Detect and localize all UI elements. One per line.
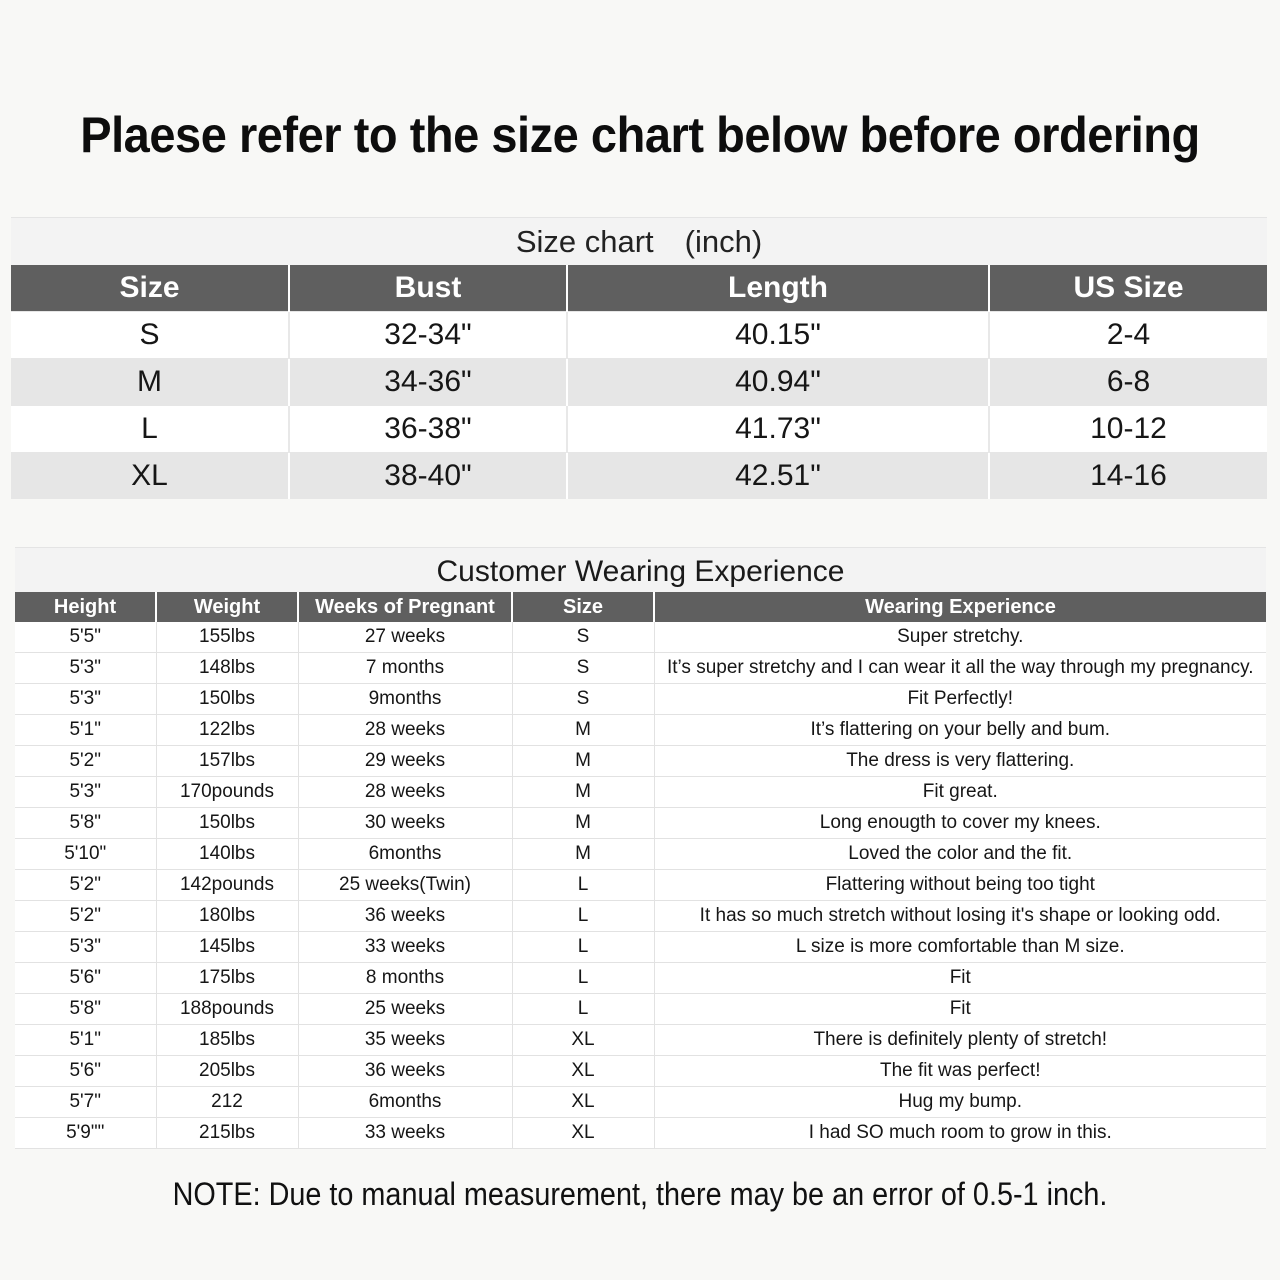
experience-cell: XL <box>512 1056 654 1087</box>
experience-cell: Super stretchy. <box>654 622 1266 653</box>
size-chart-row <box>11 453 1267 500</box>
experience-cell: 25 weeks(Twin) <box>298 870 512 901</box>
experience-cell: 150lbs <box>156 684 298 715</box>
experience-row <box>15 1025 1266 1056</box>
experience-cell: 175lbs <box>156 963 298 994</box>
experience-cell: 5'2" <box>15 870 156 901</box>
experience-header-row <box>15 592 1266 622</box>
experience-cell: M <box>512 777 654 808</box>
experience-cell: 5'8" <box>15 808 156 839</box>
experience-cell: XL <box>512 1087 654 1118</box>
experience-cell: L <box>512 932 654 963</box>
experience-cell: 5'6" <box>15 1056 156 1087</box>
experience-cell: 157lbs <box>156 746 298 777</box>
experience-cell: 25 weeks <box>298 994 512 1025</box>
experience-cell: 170pounds <box>156 777 298 808</box>
experience-cell: 185lbs <box>156 1025 298 1056</box>
size-chart-cell: 41.73" <box>567 406 989 453</box>
experience-cell: 6months <box>298 1087 512 1118</box>
size-chart-cell: 36-38" <box>289 406 567 453</box>
experience-cell: M <box>512 839 654 870</box>
size-chart-cell: 38-40" <box>289 453 567 500</box>
experience-cell: 28 weeks <box>298 715 512 746</box>
experience-row <box>15 746 1266 777</box>
size-chart-header-row <box>11 265 1267 312</box>
experience-cell: 5'1" <box>15 715 156 746</box>
experience-row <box>15 1118 1266 1149</box>
experience-row <box>15 932 1266 963</box>
experience-cell: 8 months <box>298 963 512 994</box>
experience-row <box>15 1087 1266 1118</box>
experience-cell: 7 months <box>298 653 512 684</box>
experience-cell: 212 <box>156 1087 298 1118</box>
experience-cell: The dress is very flattering. <box>654 746 1266 777</box>
experience-cell: I had SO much room to grow in this. <box>654 1118 1266 1149</box>
size-chart-header-cell: Bust <box>289 265 567 312</box>
experience-cell: 35 weeks <box>298 1025 512 1056</box>
experience-cell: XL <box>512 1118 654 1149</box>
experience-cell: 215lbs <box>156 1118 298 1149</box>
size-chart-cell: 40.94" <box>567 359 989 406</box>
experience-row <box>15 715 1266 746</box>
experience-cell: 9months <box>298 684 512 715</box>
experience-header-cell: Wearing Experience <box>654 592 1266 622</box>
experience-cell: It has so much stretch without losing it's shape or looking odd. <box>654 901 1266 932</box>
size-chart-cell: 40.15" <box>567 312 989 359</box>
experience-cell: It’s flattering on your belly and bum. <box>654 715 1266 746</box>
experience-cell: L <box>512 901 654 932</box>
experience-header-cell: Height <box>15 592 156 622</box>
experience-row <box>15 622 1266 653</box>
size-chart-header-cell: Size <box>11 265 289 312</box>
size-chart-cell: 2-4 <box>989 312 1267 359</box>
experience-cell: 148lbs <box>156 653 298 684</box>
size-chart-cell: 32-34" <box>289 312 567 359</box>
experience-cell: 122lbs <box>156 715 298 746</box>
size-chart-row <box>11 359 1267 406</box>
experience-cell: 5'2" <box>15 901 156 932</box>
experience-row <box>15 901 1266 932</box>
size-chart-cell: 34-36" <box>289 359 567 406</box>
size-chart-title: Size chart (inch) <box>11 217 1267 266</box>
size-chart-cell: 10-12 <box>989 406 1267 453</box>
size-chart-header-cell: Length <box>567 265 989 312</box>
experience-cell: 142pounds <box>156 870 298 901</box>
experience-body <box>15 622 1266 1149</box>
experience-cell: XL <box>512 1025 654 1056</box>
experience-cell: Fit <box>654 994 1266 1025</box>
experience-cell: 150lbs <box>156 808 298 839</box>
experience-cell: 140lbs <box>156 839 298 870</box>
experience-cell: S <box>512 622 654 653</box>
experience-cell: Fit great. <box>654 777 1266 808</box>
experience-row <box>15 777 1266 808</box>
experience-cell: 205lbs <box>156 1056 298 1087</box>
experience-cell: 180lbs <box>156 901 298 932</box>
size-chart-table <box>11 265 1267 499</box>
experience-cell: There is definitely plenty of stretch! <box>654 1025 1266 1056</box>
experience-cell: 27 weeks <box>298 622 512 653</box>
experience-cell: 5'6" <box>15 963 156 994</box>
experience-cell: L <box>512 994 654 1025</box>
experience-cell: 29 weeks <box>298 746 512 777</box>
measurement-note: NOTE: Due to manual measurement, there may be an error of 0.5-1 inch. <box>172 1176 1108 1212</box>
experience-table <box>15 592 1266 1149</box>
experience-title: Customer Wearing Experience <box>15 547 1266 593</box>
experience-cell: 5'3" <box>15 653 156 684</box>
page-headline: Plaese refer to the size chart below before ordering <box>80 107 1200 163</box>
experience-cell: 155lbs <box>156 622 298 653</box>
experience-cell: It’s super stretchy and I can wear it all the way through my pregnancy. <box>654 653 1266 684</box>
size-chart-cell: M <box>11 359 289 406</box>
experience-cell: Flattering without being too tight <box>654 870 1266 901</box>
experience-cell: S <box>512 653 654 684</box>
experience-cell: L size is more comfortable than M size. <box>654 932 1266 963</box>
experience-cell: 36 weeks <box>298 1056 512 1087</box>
experience-cell: 28 weeks <box>298 777 512 808</box>
experience-cell: 6months <box>298 839 512 870</box>
experience-row <box>15 870 1266 901</box>
experience-cell: Hug my bump. <box>654 1087 1266 1118</box>
experience-cell: 5'7" <box>15 1087 156 1118</box>
size-chart-cell: 6-8 <box>989 359 1267 406</box>
experience-header-cell: Weight <box>156 592 298 622</box>
size-chart-row <box>11 312 1267 359</box>
experience-row <box>15 808 1266 839</box>
experience-cell: 145lbs <box>156 932 298 963</box>
experience-row <box>15 994 1266 1025</box>
size-chart-row <box>11 406 1267 453</box>
experience-cell: 188pounds <box>156 994 298 1025</box>
experience-cell: 5'2" <box>15 746 156 777</box>
experience-cell: Long enougth to cover my knees. <box>654 808 1266 839</box>
size-chart-cell: 14-16 <box>989 453 1267 500</box>
experience-cell: L <box>512 870 654 901</box>
experience-cell: 5'1" <box>15 1025 156 1056</box>
experience-cell: 5'9"" <box>15 1118 156 1149</box>
size-chart-cell: L <box>11 406 289 453</box>
experience-row <box>15 1056 1266 1087</box>
experience-cell: 5'3" <box>15 777 156 808</box>
size-chart-body <box>11 312 1267 500</box>
experience-row <box>15 963 1266 994</box>
experience-cell: 33 weeks <box>298 932 512 963</box>
size-chart-cell: 42.51" <box>567 453 989 500</box>
experience-cell: The fit was perfect! <box>654 1056 1266 1087</box>
experience-cell: M <box>512 746 654 777</box>
experience-header-cell: Size <box>512 592 654 622</box>
experience-cell: 5'3" <box>15 684 156 715</box>
experience-cell: L <box>512 963 654 994</box>
experience-cell: Loved the color and the fit. <box>654 839 1266 870</box>
experience-cell: 36 weeks <box>298 901 512 932</box>
experience-cell: S <box>512 684 654 715</box>
experience-cell: 5'10" <box>15 839 156 870</box>
experience-row <box>15 684 1266 715</box>
experience-cell: M <box>512 715 654 746</box>
experience-cell: 30 weeks <box>298 808 512 839</box>
size-chart-cell: S <box>11 312 289 359</box>
experience-cell: Fit <box>654 963 1266 994</box>
experience-row <box>15 839 1266 870</box>
experience-cell: Fit Perfectly! <box>654 684 1266 715</box>
experience-cell: 5'3" <box>15 932 156 963</box>
experience-cell: 5'5" <box>15 622 156 653</box>
size-chart-cell: XL <box>11 453 289 500</box>
experience-cell: M <box>512 808 654 839</box>
size-chart-header-cell: US Size <box>989 265 1267 312</box>
experience-cell: 33 weeks <box>298 1118 512 1149</box>
experience-header-cell: Weeks of Pregnant <box>298 592 512 622</box>
experience-row <box>15 653 1266 684</box>
experience-cell: 5'8" <box>15 994 156 1025</box>
